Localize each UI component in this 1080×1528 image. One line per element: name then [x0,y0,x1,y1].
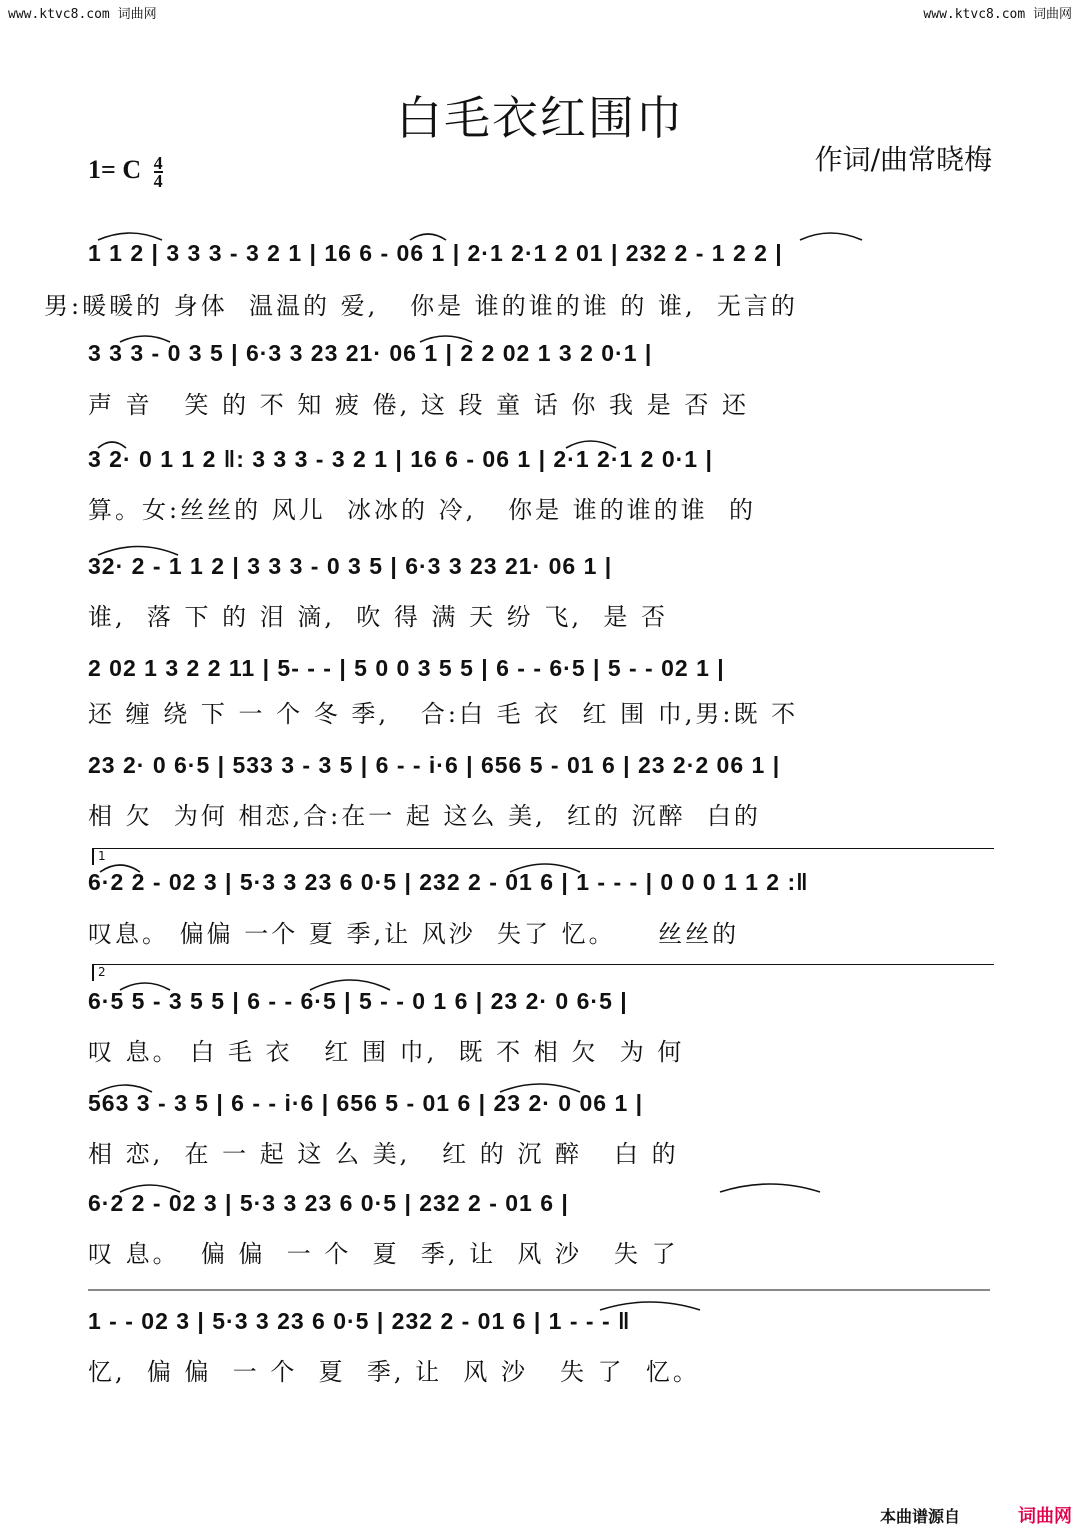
notes-line-7: 6·2 2 - 02 3 | 5·3 3 23 6 0·5 | 232 2 - 01 6 | 1 - - - | 0 0 0 1 1 2 :‖ [88,869,809,895]
lyrics-line-8: 叹 息。 白 毛 衣 红 围 巾, 既 不 相 欠 为 何 [88,1038,685,1066]
notes-line-10: 6·2 2 - 02 3 | 5·3 3 23 6 0·5 | 232 2 - 01 6 | [88,1190,569,1216]
song-title: 白毛衣红围巾 [396,91,684,145]
lyrics-line-1: 男:暖暖的 身体 温温的 爱, 你是 谁的谁的谁 的 谁, 无言的 [44,292,798,320]
notes-line-6: 23 2· 0 6·5 | 533 3 - 3 5 | 6 - - i·6 | 656 5 - 01 6 | 23 2·2 06 1 | [88,752,781,778]
watermark-left: www.ktvc8.com 词曲网 [8,7,157,22]
notes-line-1: 1 1 2 | 3 3 3 - 3 2 1 | 16 6 - 06 1 | 2·1 2·1 2 01 | 232 2 - 1 2 2 | [88,240,783,266]
volta-second: 2 [92,964,994,981]
watermark-right: www.ktvc8.com 词曲网 [923,7,1072,22]
notes-line-5: 2 02 1 3 2 2 11 | 5- - - | 5 0 0 3 5 5 | 6 - - 6·5 | 5 - - 02 1 | [88,655,725,681]
lyrics-line-11: 忆, 偏 偏 一 个 夏 季, 让 风 沙 失 了 忆。 [88,1358,700,1386]
notes-line-9: 563 3 - 3 5 | 6 - - i·6 | 656 5 - 01 6 | 23 2· 0 06 1 | [88,1090,644,1116]
volta-first: 1 [92,848,994,865]
notes-line-8: 6·5 5 - 3 5 5 | 6 - - 6·5 | 5 - - 0 1 6 | 23 2· 0 6·5 | [88,988,628,1014]
lyrics-line-3: 算。女:丝丝的 风儿 冰冰的 冷, 你是 谁的谁的谁 的 [88,496,757,524]
notes-line-3: 3 2· 0 1 1 2 ‖: 3 3 3 - 3 2 1 | 16 6 - 06 1 | 2·1 2·1 2 0·1 | [88,446,713,472]
footer-brand[interactable]: 词曲网 [1018,1506,1072,1527]
footer-source: 本曲谱源自 [879,1507,960,1526]
notes-line-2: 3 3 3 - 0 3 5 | 6·3 3 23 21· 06 1 | 2 2 02 1 3 2 0·1 | [88,340,653,366]
lyrics-line-2: 声 音 笑 的 不 知 疲 倦, 这 段 童 话 你 我 是 否 还 [88,391,749,419]
lyrics-line-7: 叹息。 偏偏 一个 夏 季,让 风沙 失了 忆。 丝丝的 [88,920,740,948]
key-signature [88,153,163,192]
time-signature [153,153,163,192]
notes-line-4: 32· 2 - 1 1 2 | 3 3 3 - 0 3 5 | 6·3 3 23 21· 06 1 | [88,553,613,579]
time-top: 4 [153,153,163,174]
notes-line-11: 1 - - 02 3 | 5·3 3 23 6 0·5 | 232 2 - 01 6 | 1 - - - ‖ [88,1308,631,1334]
lyrics-line-9: 相 恋, 在 一 起 这 么 美, 红 的 沉 醉 白 的 [88,1140,679,1168]
time-bottom: 4 [153,171,163,192]
lyrics-line-10: 叹 息。 偏 偏 一 个 夏 季, 让 风 沙 失 了 [88,1240,679,1268]
lyrics-line-5: 还 缠 绕 下 一 个 冬 季, 合:白 毛 衣 红 围 巾,男:既 不 [88,700,799,728]
lyrics-line-4: 谁, 落 下 的 泪 滴, 吹 得 满 天 纷 飞, 是 否 [88,603,668,631]
key-label: 1= C [88,155,142,184]
composer-credit: 作词/曲常晓梅 [814,143,992,176]
lyrics-line-6: 相 欠 为何 相恋,合:在一 起 这么 美, 红的 沉醉 白的 [88,802,761,830]
